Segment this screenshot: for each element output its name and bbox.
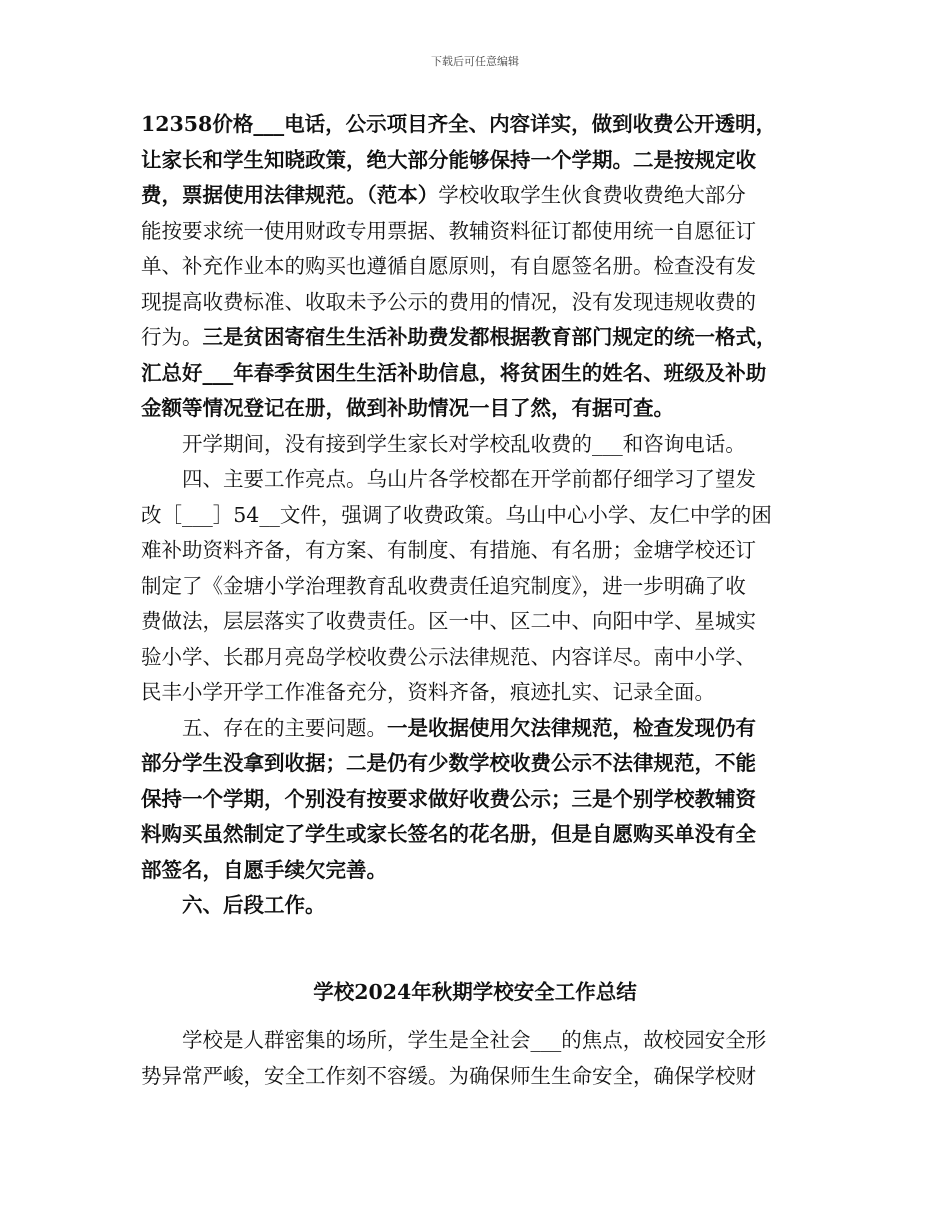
- bold-text-segment: 部分学生没拿到收据；二是仍有少数学校收费公示不法律规范，不能: [141, 751, 756, 775]
- text-segment: 势异常严峻，安全工作刻不容缓。为确保师生生命安全，确保学校财: [141, 1064, 756, 1088]
- text-line: [141, 286, 821, 318]
- text-line: [141, 428, 821, 460]
- text-line: [141, 889, 821, 921]
- text-line: [141, 250, 821, 282]
- text-line: [141, 570, 821, 602]
- text-line: [141, 747, 821, 779]
- bold-text-segment: 三是贫困寄宿生生活补助费发都根据教育部门规定的统一格式，: [202, 325, 777, 349]
- text-line: [141, 463, 821, 495]
- text-line: [141, 641, 821, 673]
- text-line: [141, 321, 821, 353]
- text-line: [141, 215, 821, 247]
- text-line: [141, 108, 821, 140]
- text-line: [141, 534, 821, 566]
- text-line: [141, 676, 821, 708]
- page-header: 下载后可任意编辑: [431, 55, 519, 68]
- text-line: [141, 1060, 821, 1092]
- bold-text-segment: 金额等情况登记在册，做到补助情况一目了然，有据可查。: [141, 396, 674, 420]
- text-segment: 开学期间，没有接到学生家长对学校乱收费的___和咨询电话。: [141, 431, 746, 456]
- text-line: [141, 392, 821, 424]
- text-segment: 制定了《金塘小学治理教育乱收费责任追究制度》，进一步明确了收: [141, 573, 746, 598]
- text-line: [141, 818, 821, 850]
- bold-text-segment: 12358价格___电话，公示项目齐全、内容详实，做到收费公开透明，: [141, 112, 777, 136]
- text-line: [141, 144, 821, 176]
- text-segment: 现提高收费标准、收取未予公示的费用的情况，没有发现违规收费的: [141, 289, 756, 314]
- text-segment: 行为。: [141, 325, 203, 349]
- text-segment: 五、存在的主要问题。: [141, 715, 387, 740]
- text-line: [141, 605, 821, 637]
- text-line: [141, 1024, 821, 1056]
- bold-text-segment: 让家长和学生知晓政策，绝大部分能够保持一个学期。二是按规定收: [141, 147, 756, 172]
- text-segment: 难补助资料齐备，有方案、有制度、有措施、有名册；金塘学校还订: [141, 538, 756, 562]
- text-segment: 学校收取学生伙食费收费绝大部分: [438, 183, 746, 207]
- text-segment: 验小学、长郡月亮岛学校收费公示法律规范、内容详尽。南中小学、: [141, 644, 756, 669]
- text-line: [141, 712, 821, 744]
- bold-text-segment: 一是收据使用欠法律规范，检查发现仍有: [387, 715, 756, 740]
- bold-text-segment: 费，票据使用法律规范。（范本）: [141, 183, 439, 207]
- text-segment: 费做法，层层落实了收费责任。区一中、区二中、向阳中学、星城实: [141, 609, 756, 633]
- text-segment: 民丰小学开学工作准备充分，资料齐备，痕迹扎实、记录全面。: [141, 680, 715, 704]
- text-line: [141, 783, 821, 815]
- text-line: [141, 357, 821, 389]
- text-segment: 单、补充作业本的购买也遵循自愿原则，有自愿签名册。检查没有发: [141, 254, 756, 278]
- bold-text-segment: 六、后段工作。: [141, 893, 326, 917]
- bold-text-segment: 保持一个学期，个别没有按要求做好收费公示；三是个别学校教辅资: [141, 786, 756, 811]
- text-segment: 改［___］54__文件，强调了收费政策。乌山中心小学、友仁中学的困: [141, 502, 772, 527]
- text-line: [141, 499, 821, 531]
- bold-text-segment: 部签名，自愿手续欠完善。: [141, 857, 387, 882]
- text-segment: 能按要求统一使用财政专用票据、教辅资料征订都使用统一自愿征订: [141, 218, 756, 243]
- bold-text-segment: 料购买虽然制定了学生或家长签名的花名册，但是自愿购买单没有全: [141, 822, 756, 846]
- text-segment: 四、主要工作亮点。乌山片各学校都在开学前都仔细学习了望发: [141, 467, 756, 491]
- section-title: 学校2024年秋期学校安全工作总结: [313, 980, 637, 1004]
- text-line: [141, 179, 821, 211]
- bold-text-segment: 汇总好___年春季贫困生生活补助信息，将贫困生的姓名、班级及补助: [141, 360, 767, 385]
- text-line: [141, 854, 821, 886]
- text-segment: 学校是人群密集的场所，学生是全社会___的焦点，故校园安全形: [141, 1028, 767, 1052]
